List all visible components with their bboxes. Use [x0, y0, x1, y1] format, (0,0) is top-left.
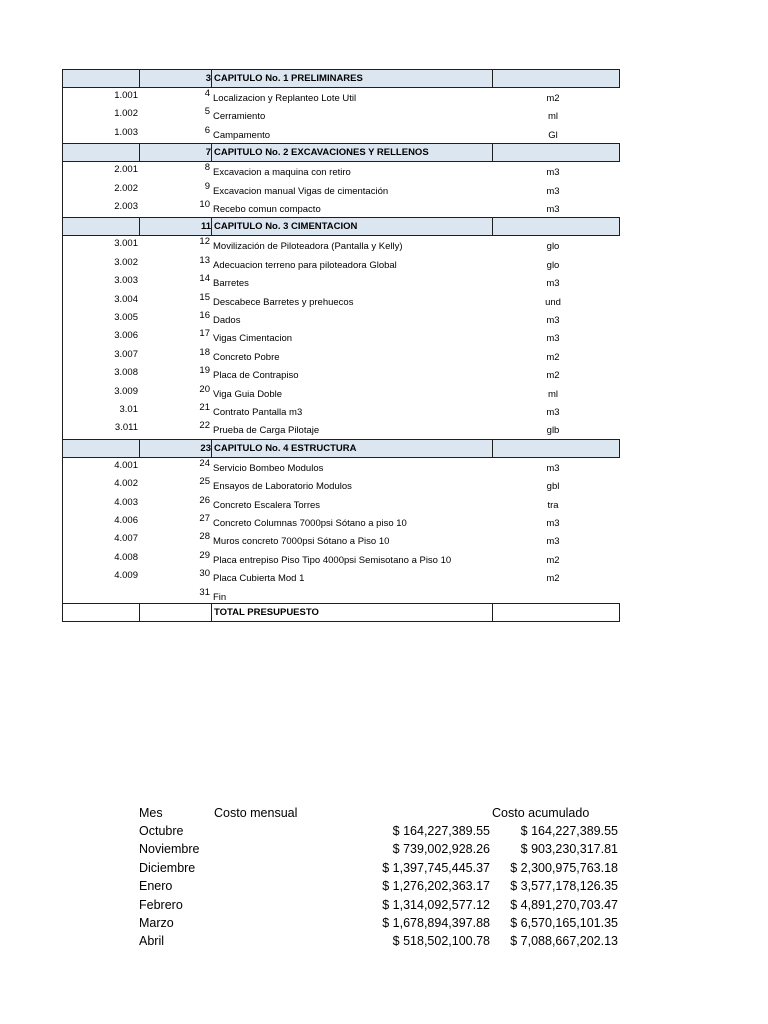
item-code: 1.001 — [114, 90, 138, 101]
item-description: Excavacion a maquina con retiro — [213, 167, 351, 179]
item-unit: m3 — [546, 204, 560, 215]
item-description: Muros concreto 7000psi Sótano a Piso 10 — [213, 536, 390, 548]
table-row — [62, 384, 620, 402]
chapter-title: TOTAL PRESUPUESTO — [214, 607, 319, 618]
item-code: 4.009 — [114, 570, 138, 582]
item-unit: m3 — [546, 278, 560, 290]
table-row — [62, 347, 620, 365]
item-description: Servicio Bombeo Modulos — [213, 462, 324, 474]
item-code: 3.003 — [114, 275, 138, 287]
table-row — [62, 550, 620, 568]
item-unit: m3 — [546, 407, 560, 418]
item-description: Cerramiento — [213, 111, 266, 123]
item-code: 1.002 — [114, 108, 138, 120]
chapter-header — [62, 217, 620, 236]
item-unit: ml — [547, 388, 559, 400]
row-number: 14 — [199, 273, 210, 285]
row-number: 15 — [199, 291, 210, 303]
table-row — [62, 476, 620, 494]
item-description: Excavacion manual Vigas de cimentación — [213, 185, 389, 197]
summary-row — [0, 934, 768, 952]
row-number: 24 — [199, 457, 210, 469]
item-unit: m2 — [546, 554, 560, 566]
item-code: 3.009 — [114, 385, 138, 397]
summary-row — [0, 824, 768, 842]
table-row — [62, 531, 620, 549]
chapter-title: CAPITULO No. 4 ESTRUCTURA — [214, 442, 357, 454]
monthly-cost: $ 1,678,894,397.88 — [382, 916, 490, 930]
item-unit: glo — [546, 259, 560, 271]
row-number: 3 — [205, 73, 211, 84]
item-unit: m2 — [546, 370, 560, 382]
row-number: 10 — [199, 199, 210, 210]
table-row — [62, 125, 620, 143]
summary-row — [0, 842, 768, 860]
item-description: Campamento — [213, 129, 271, 141]
table-row — [62, 328, 620, 346]
item-description: Fin — [213, 591, 227, 603]
item-description: Placa de Contrapiso — [213, 370, 299, 382]
column-separator — [139, 70, 140, 87]
column-separator — [492, 218, 493, 235]
item-code: 2.001 — [114, 164, 138, 176]
item-code: 4.006 — [114, 515, 138, 526]
header-costo-mensual: Costo mensual — [214, 806, 298, 820]
table-row — [62, 199, 620, 217]
item-description: Vigas Cimentacion — [213, 333, 293, 345]
item-code: 3.011 — [114, 422, 138, 434]
column-separator — [492, 440, 493, 457]
item-code: 3.005 — [114, 312, 138, 323]
row-number: 5 — [204, 106, 210, 118]
item-description: Prueba de Carga Pilotaje — [213, 425, 320, 437]
row-number: 8 — [204, 162, 210, 174]
monthly-cost: $ 739,002,928.26 — [392, 842, 490, 857]
accumulated-cost: $ 6,570,165,101.35 — [510, 916, 618, 930]
item-code: 3.001 — [114, 238, 138, 250]
item-unit: und — [545, 296, 561, 308]
column-separator — [211, 604, 212, 621]
chapter-header — [62, 439, 620, 458]
column-separator — [211, 70, 212, 87]
row-number: 23 — [200, 442, 211, 454]
chapter-title: CAPITULO No. 1 PRELIMINARES — [214, 73, 363, 84]
row-number: 31 — [199, 586, 210, 598]
row-number: 19 — [199, 365, 210, 377]
item-code: 3.007 — [114, 348, 138, 360]
summary-row — [0, 861, 768, 879]
row-number: 17 — [199, 328, 210, 340]
column-separator — [492, 144, 493, 161]
item-code: 3.006 — [114, 330, 138, 342]
item-description: Concreto Columnas 7000psi Sótano a piso 10 — [213, 518, 407, 529]
left-border — [62, 88, 63, 143]
summary-row — [0, 879, 768, 897]
table-row — [62, 181, 620, 199]
row-number: 7 — [205, 147, 211, 159]
row-number: 22 — [199, 420, 210, 432]
item-unit: m2 — [546, 93, 560, 104]
item-unit: Gl — [548, 129, 558, 141]
monthly-cost: $ 518,502,100.78 — [392, 934, 490, 949]
item-description: Ensayos de Laboratorio Modulos — [213, 481, 352, 493]
row-number: 26 — [199, 494, 210, 506]
table-row — [62, 255, 620, 273]
item-code: 4.007 — [114, 533, 138, 545]
accumulated-cost: $ 4,891,270,703.47 — [510, 897, 618, 912]
item-unit: m3 — [546, 333, 560, 345]
item-unit: gbl — [546, 481, 560, 493]
column-separator — [492, 604, 493, 621]
row-number: 25 — [199, 476, 210, 488]
item-unit: m2 — [546, 573, 560, 585]
monthly-cost: $ 1,276,202,363.17 — [382, 879, 490, 894]
item-code: 3.01 — [119, 404, 138, 415]
item-code: 2.002 — [114, 182, 138, 194]
item-description: Descabece Barretes y prehuecos — [213, 296, 354, 308]
item-unit: m3 — [546, 536, 560, 548]
item-code: 3.008 — [114, 367, 138, 379]
chapter-title: CAPITULO No. 3 CIMENTACION — [214, 221, 358, 233]
header-costo-acumulado: Costo acumulado — [492, 806, 590, 820]
item-code: 4.002 — [114, 478, 138, 490]
column-separator — [139, 144, 140, 161]
row-number: 6 — [204, 124, 210, 136]
month-name: Octubre — [139, 824, 184, 838]
monthly-cost: $ 1,314,092,577.12 — [382, 897, 490, 912]
item-description: Placa Cubierta Mod 1 — [213, 573, 305, 585]
item-unit: glo — [546, 241, 560, 253]
table-row — [62, 513, 620, 531]
month-name: Diciembre — [139, 860, 196, 875]
month-name: Marzo — [139, 916, 174, 930]
item-description: Localizacion y Replanteo Lote Util — [213, 93, 357, 104]
month-name: Febrero — [139, 897, 183, 912]
item-unit: m3 — [546, 518, 560, 529]
item-unit: tra — [547, 499, 559, 511]
column-separator — [211, 144, 212, 161]
row-number: 21 — [199, 402, 210, 413]
row-number: 27 — [199, 513, 210, 524]
row-number: 28 — [199, 531, 210, 543]
row-number: 11 — [200, 221, 211, 233]
item-description: Concreto Escalera Torres — [213, 499, 321, 511]
total-row — [62, 603, 620, 622]
item-description: Recebo comun compacto — [213, 204, 321, 215]
row-number: 4 — [204, 88, 210, 99]
table-row — [62, 88, 620, 106]
item-unit: m3 — [546, 167, 560, 179]
column-separator — [139, 218, 140, 235]
monthly-cost: $ 164,227,389.55 — [392, 824, 490, 838]
table-row — [62, 273, 620, 291]
accumulated-cost: $ 164,227,389.55 — [520, 824, 618, 838]
table-row — [62, 420, 620, 438]
table-row — [62, 106, 620, 124]
chapter-header — [62, 143, 620, 162]
table-row — [62, 402, 620, 420]
item-description: Barretes — [213, 278, 249, 290]
row-number: 18 — [199, 346, 210, 358]
item-description: Concreto Pobre — [213, 351, 280, 363]
row-number: 16 — [199, 310, 210, 321]
table-row — [62, 495, 620, 513]
row-number: 20 — [199, 383, 210, 395]
item-code: 1.003 — [114, 126, 138, 138]
row-number: 29 — [199, 549, 210, 561]
item-description: Placa entrepiso Piso Tipo 4000psi Semisotano a Piso 10 — [213, 554, 452, 566]
item-code: 4.001 — [114, 459, 138, 471]
left-border — [62, 458, 63, 605]
item-unit: glb — [546, 425, 560, 437]
column-separator — [211, 440, 212, 457]
table-row — [62, 568, 620, 586]
item-code: 3.004 — [114, 293, 138, 305]
table-row — [62, 365, 620, 383]
month-name: Abril — [139, 934, 165, 949]
item-code: 4.008 — [114, 551, 138, 563]
row-number: 9 — [204, 180, 210, 192]
table-row — [62, 236, 620, 254]
left-border — [62, 236, 63, 438]
accumulated-cost: $ 3,577,178,126.35 — [510, 879, 618, 894]
item-unit: m3 — [546, 315, 560, 326]
accumulated-cost: $ 903,230,317.81 — [520, 842, 618, 857]
table-row — [62, 162, 620, 180]
summary-row — [0, 898, 768, 916]
table-row — [62, 458, 620, 476]
column-separator — [139, 440, 140, 457]
row-number: 30 — [199, 568, 210, 580]
header-mes: Mes — [139, 806, 163, 820]
item-description: Dados — [213, 315, 241, 326]
item-unit: m3 — [546, 462, 560, 474]
monthly-cost: $ 1,397,745,445.37 — [382, 860, 490, 875]
summary-header — [0, 806, 768, 824]
column-separator — [492, 70, 493, 87]
item-unit: m3 — [546, 185, 560, 197]
row-number: 12 — [199, 236, 210, 248]
table-row — [62, 310, 620, 328]
item-description: Adecuacion terreno para piloteadora Global — [213, 259, 397, 271]
item-description: Contrato Pantalla m3 — [213, 407, 303, 418]
summary-row — [0, 916, 768, 934]
month-name: Enero — [139, 879, 173, 894]
accumulated-cost: $ 2,300,975,763.18 — [510, 860, 618, 875]
chapter-header — [62, 69, 620, 88]
column-separator — [139, 604, 140, 621]
item-description: Movilización de Piloteadora (Pantalla y Kelly) — [213, 241, 403, 253]
table-row — [62, 292, 620, 310]
chapter-title: CAPITULO No. 2 EXCAVACIONES Y RELLENOS — [214, 147, 429, 159]
item-unit: ml — [547, 111, 559, 123]
left-border — [62, 162, 63, 217]
row-number: 13 — [199, 254, 210, 266]
item-code: 4.003 — [114, 496, 138, 508]
item-code: 3.002 — [114, 256, 138, 268]
item-unit: m2 — [546, 351, 560, 363]
column-separator — [211, 218, 212, 235]
accumulated-cost: $ 7,088,667,202.13 — [510, 934, 618, 949]
item-description: Viga Guia Doble — [213, 388, 283, 400]
item-code: 2.003 — [114, 201, 138, 212]
month-name: Noviembre — [139, 842, 200, 857]
